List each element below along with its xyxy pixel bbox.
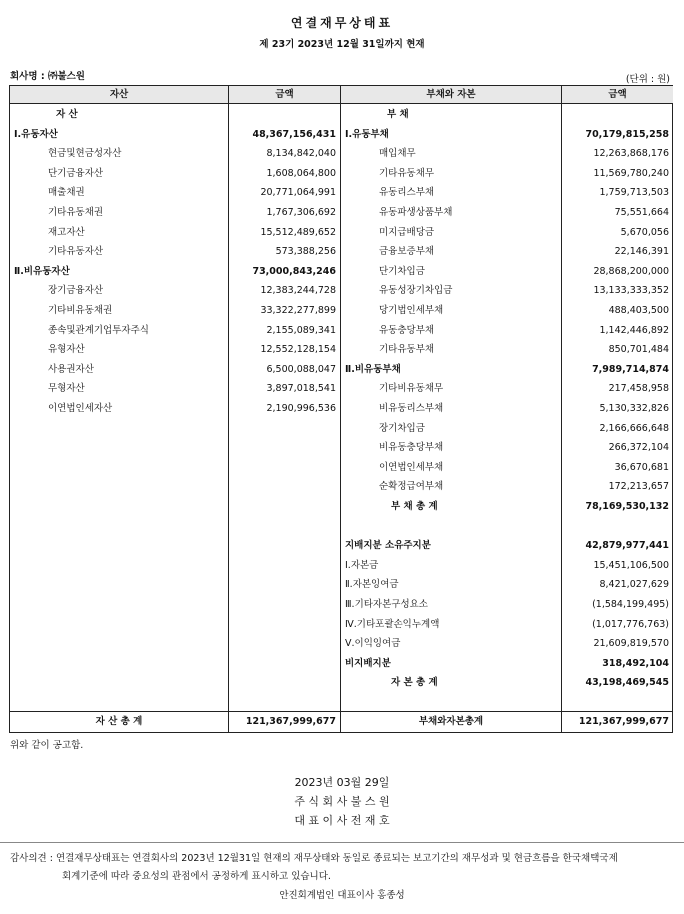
table-row: [10, 262, 672, 281]
table-row: [10, 379, 672, 398]
table-row: [10, 477, 672, 496]
audit-opinion: [10, 850, 674, 886]
row-label: Ⅰ.유동부채: [345, 128, 389, 140]
row-label: 유동리스부채: [379, 187, 435, 199]
row-amount: 318,492,104: [602, 657, 669, 669]
row-label: 장기금융자산: [48, 285, 104, 297]
row-label: 기타유동채무: [379, 167, 435, 179]
row-amount: 7,989,714,874: [592, 363, 669, 375]
row-label: Ⅱ.자본잉여금: [345, 579, 399, 591]
table-row: [10, 536, 672, 555]
row-amount: 488,403,500: [608, 305, 669, 316]
row-label: 비유동충당부채: [379, 442, 444, 454]
row-amount: 73,000,843,246: [252, 265, 336, 277]
table-row: [10, 575, 672, 594]
table-row: [10, 360, 672, 379]
row-label: 단기금융자산: [48, 167, 104, 179]
row-amount: (1,017,776,763): [592, 618, 669, 630]
row-label: 매출채권: [48, 187, 85, 199]
table-row: [10, 340, 672, 359]
table-row: [10, 281, 672, 300]
row-amount: 1,608,064,800: [266, 167, 336, 179]
row-amount: 70,179,815,258: [585, 128, 669, 140]
row-amount: 172,213,657: [608, 481, 669, 493]
table-row: [10, 419, 672, 438]
header-liab-equity: 부채와 자본: [341, 86, 561, 103]
row-amount: 12,263,868,176: [593, 148, 669, 160]
table-row: [10, 673, 672, 692]
row-label: 유동충당부채: [379, 324, 435, 336]
row-label: 사용권자산: [48, 363, 94, 375]
table-row: [10, 242, 672, 261]
table-row: [10, 203, 672, 222]
le-total-amount: 121,367,999,677: [578, 716, 669, 727]
row-amount: 21,609,819,570: [593, 638, 669, 650]
row-amount: 1,142,446,892: [599, 324, 669, 336]
row-amount: 2,190,996,536: [266, 403, 336, 414]
row-amount: 3,897,018,541: [266, 383, 336, 395]
row-amount: 48,367,156,431: [252, 128, 336, 140]
row-label: 금융보증부채: [379, 246, 435, 258]
table-row: [10, 144, 672, 163]
row-label: 종속및관계기업투자주식: [48, 324, 149, 336]
header-assets: 자산: [10, 86, 228, 103]
row-label: 현금및현금성자산: [48, 148, 122, 160]
table-row: [10, 654, 672, 673]
table-row: [10, 125, 672, 144]
row-label: 기타유동채권: [48, 207, 104, 218]
issuer-name: 주 식 회 사 불 스 원: [294, 795, 390, 808]
row-amount: 28,868,200,000: [593, 265, 669, 277]
balance-sheet-table: [9, 85, 673, 733]
row-label: Ⅰ.자본금: [345, 559, 379, 571]
row-label: 자 산: [56, 109, 78, 120]
row-label: 비유동리스부채: [379, 403, 444, 414]
table-row: [10, 497, 672, 516]
row-amount: 11,569,780,240: [593, 167, 669, 179]
row-amount: 8,421,027,629: [599, 579, 669, 591]
row-amount: 42,879,977,441: [585, 540, 669, 552]
table-row: [10, 301, 672, 320]
row-label: 기타비유동채권: [48, 305, 113, 316]
table-row: [10, 634, 672, 653]
row-label: 재고자산: [48, 226, 85, 238]
announcement-date: 2023년 03월 29일: [294, 776, 390, 789]
table-row: [10, 164, 672, 183]
row-label: Ⅰ.유동자산: [14, 128, 58, 140]
row-amount: 33,322,277,899: [260, 305, 336, 316]
row-label: 부 채: [387, 109, 409, 120]
row-label: Ⅱ.비유동자산: [14, 265, 70, 277]
row-label: 기타비유동채무: [379, 383, 444, 395]
row-amount: 12,383,244,728: [260, 285, 336, 297]
row-label: 매입채무: [379, 148, 416, 160]
row-amount: 850,701,484: [608, 344, 669, 356]
header-amount-left: 금액: [229, 86, 340, 103]
row-label: 장기차입금: [379, 422, 425, 434]
row-label: Ⅱ.비유동부채: [345, 363, 401, 375]
audit-opinion-line: 회계기준에 따라 중요성의 관점에서 공정하게 표시하고 있습니다.: [62, 871, 331, 882]
company-name: 회사명 : ㈜불스원: [10, 71, 85, 82]
row-amount: 266,372,104: [608, 442, 669, 454]
row-label: 유동성장기차입금: [379, 285, 453, 297]
row-label: 당기법인세부채: [379, 305, 444, 316]
row-label: 이연법인세부채: [379, 461, 444, 473]
audit-opinion-line: 감사의견 : 연결재무상태표는 연결회사의 2023년 12월31일 현재의 재무상태와 동일로 종료되는 보고기간의 재무성과 및 현금흐름을 한국채택국제: [10, 853, 618, 864]
row-amount: 12,552,128,154: [260, 344, 336, 356]
row-amount: 75,551,664: [614, 207, 669, 218]
table-row: [10, 556, 672, 575]
row-amount: 217,458,958: [608, 383, 669, 395]
assets-total-label: 자 산 총 계: [95, 716, 143, 727]
table-row: [10, 223, 672, 242]
row-amount: 2,155,089,341: [266, 324, 336, 336]
auditor-name: 안진회계법인 대표이사 홍종성: [279, 890, 405, 901]
divider: [0, 842, 684, 843]
row-amount: 6,500,088,047: [266, 363, 336, 375]
row-label: 이연법인세자산: [48, 403, 113, 414]
row-amount: (1,584,199,495): [592, 599, 669, 610]
row-label: 기타유동자산: [48, 246, 104, 258]
row-label: Ⅳ.기타포괄손익누계액: [345, 618, 440, 630]
header-divider: [10, 103, 672, 104]
row-amount: 5,130,332,826: [599, 403, 669, 414]
table-row: [10, 517, 672, 536]
le-total-label: 부채와자본총계: [418, 716, 484, 727]
row-label: 유동파생상품부채: [379, 207, 453, 218]
document-title: 연결재무상태표: [290, 16, 394, 30]
row-label: 무형자산: [48, 383, 85, 395]
assets-total-amount: 121,367,999,677: [245, 716, 336, 727]
row-amount: 78,169,530,132: [585, 501, 669, 512]
row-label: 순확정급여부채: [379, 481, 444, 493]
table-row: [10, 438, 672, 457]
row-label: 단기차입금: [379, 265, 425, 277]
row-amount: 1,767,306,692: [266, 207, 336, 218]
announcement-note: 위와 같이 공고함.: [10, 740, 84, 751]
row-amount: 8,134,842,040: [266, 148, 336, 160]
table-row: [10, 458, 672, 477]
row-amount: 13,133,333,352: [593, 285, 669, 297]
row-amount: 5,670,056: [620, 226, 669, 238]
table-row: [10, 321, 672, 340]
row-label: 부 채 총 계: [391, 501, 438, 512]
header-amount-right: 금액: [562, 86, 673, 103]
row-label: 기타유동부채: [379, 344, 435, 356]
table-row: [10, 105, 672, 124]
table-row: [10, 183, 672, 202]
row-amount: 22,146,391: [614, 246, 669, 258]
row-amount: 2,166,666,648: [599, 422, 669, 434]
row-label: 비지배지분: [345, 657, 391, 669]
row-amount: 43,198,469,545: [585, 677, 669, 689]
table-row: [10, 595, 672, 614]
table-row: [10, 399, 672, 418]
row-amount: 20,771,064,991: [260, 187, 336, 199]
row-amount: 15,451,106,500: [593, 559, 669, 571]
row-label: 지배지분 소유주지분: [345, 540, 431, 552]
row-label: 유형자산: [48, 344, 85, 356]
row-amount: 1,759,713,503: [599, 187, 669, 199]
row-amount: 36,670,681: [614, 461, 669, 473]
ceo-name: 대 표 이 사 전 재 호: [294, 814, 390, 827]
row-label: Ⅴ.이익잉여금: [345, 638, 401, 650]
row-label: 자 본 총 계: [391, 677, 438, 689]
unit-label: (단위 : 원): [625, 74, 670, 85]
row-label: 미지급배당금: [379, 226, 435, 238]
table-row: [10, 615, 672, 634]
row-label: Ⅲ.기타자본구성요소: [345, 599, 428, 610]
row-amount: 573,388,256: [275, 246, 336, 258]
document-subtitle: 제 23기 2023년 12월 31일까지 현재: [259, 39, 425, 50]
row-amount: 15,512,489,652: [260, 226, 336, 238]
